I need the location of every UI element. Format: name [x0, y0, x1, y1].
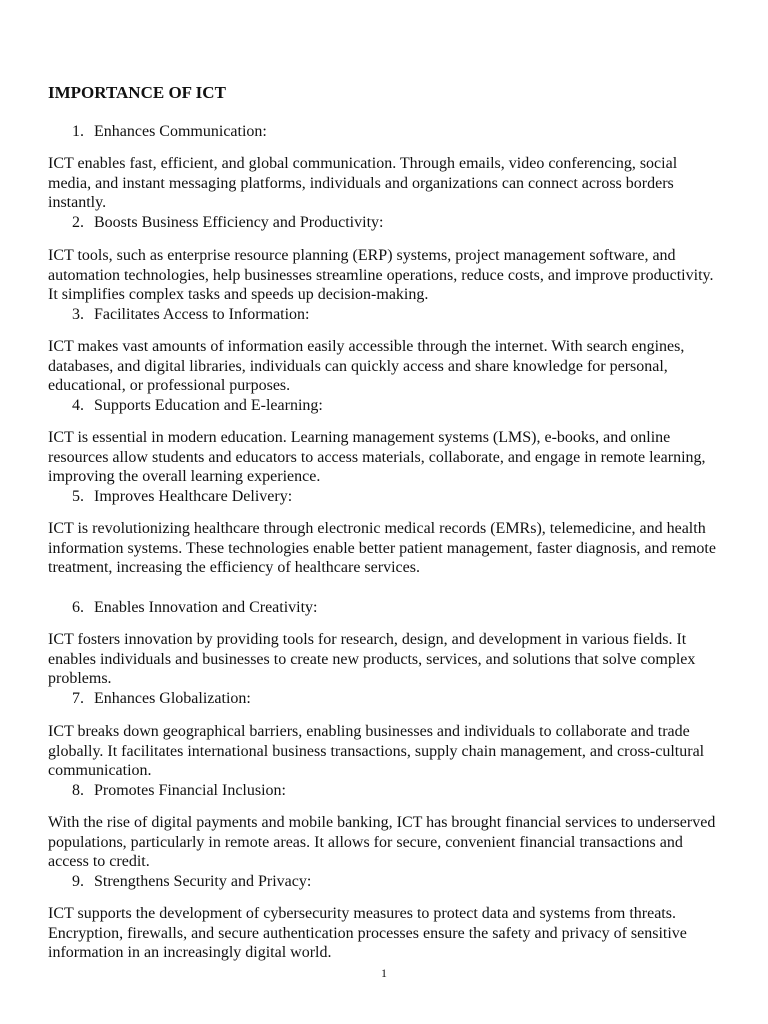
section-heading-text: Boosts Business Efficiency and Productivity: — [94, 214, 384, 231]
section-number: 4. — [72, 397, 84, 414]
section-number: 8. — [72, 782, 84, 799]
section-number: 3. — [72, 306, 84, 323]
section-paragraph-5: ICT is revolutionizing healthcare through electronic medical records (EMRs), telemedicine, and health information systems. These technologies enable better patient management, faster diagnosis, and remote treatment, increasing the efficiency of healthcare services. — [48, 520, 716, 576]
section-paragraph-6: ICT fosters innovation by providing tools for research, design, and development in various fields. It enables individuals and businesses to create new products, services, and solutions that solve complex problems. — [48, 631, 696, 687]
section-number: 2. — [72, 214, 84, 231]
section-heading-text: Enhances Globalization: — [94, 690, 251, 707]
page-number: 1 — [381, 966, 387, 980]
section-heading-1 — [72, 122, 267, 142]
section-paragraph-3: ICT makes vast amounts of information easily accessible through the internet. With search engines, databases, and digital libraries, individuals can quickly access and share knowledge for personal, educational, or professional purposes. — [48, 338, 685, 394]
section-paragraph-9: ICT supports the development of cybersecurity measures to protect data and systems from threats. Encryption, firewalls, and secure authentication processes ensure the safety and privacy of sensitive information in an increasingly digital world. — [48, 905, 687, 961]
section-heading-6 — [72, 598, 318, 618]
section-number: 7. — [72, 690, 84, 707]
section-heading-3 — [72, 305, 310, 325]
section-heading-text: Enables Innovation and Creativity: — [94, 599, 318, 616]
section-paragraph-4: ICT is essential in modern education. Learning management systems (LMS), e-books, and online resources allow students and educators to access materials, collaborate, and engage in remote learning, improving the overall learning experience. — [48, 429, 706, 485]
section-paragraph-7: ICT breaks down geographical barriers, enabling businesses and individuals to collaborate and trade globally. It facilitates international business transactions, supply chain management, and cross-cultural communication. — [48, 723, 705, 779]
section-heading-text: Supports Education and E-learning: — [94, 397, 323, 414]
section-number: 6. — [72, 599, 84, 616]
page-title: IMPORTANCE OF ICT — [48, 83, 226, 102]
section-heading-text: Strengthens Security and Privacy: — [94, 873, 312, 890]
section-heading-text: Enhances Communication: — [94, 123, 267, 140]
section-heading-9 — [72, 872, 311, 892]
section-number: 5. — [72, 488, 84, 505]
section-heading-4 — [72, 396, 323, 416]
section-number: 1. — [72, 123, 84, 140]
section-heading-text: Promotes Financial Inclusion: — [94, 782, 286, 799]
section-heading-2 — [72, 213, 383, 233]
section-number: 9. — [72, 873, 84, 890]
section-heading-text: Improves Healthcare Delivery: — [94, 488, 293, 505]
section-paragraph-2: ICT tools, such as enterprise resource planning (ERP) systems, project management software, and automation technologies, help businesses streamline operations, reduce costs, and improve productivity. It simplifies complex tasks and speeds up decision-making. — [48, 247, 714, 303]
section-heading-text: Facilitates Access to Information: — [94, 306, 310, 323]
section-heading-7 — [72, 689, 251, 709]
section-heading-5 — [72, 487, 292, 507]
section-paragraph-1: ICT enables fast, efficient, and global communication. Through emails, video conferencing, social media, and instant messaging platforms, individuals and organizations can connect across borders instantly. — [48, 155, 678, 211]
section-heading-8 — [72, 781, 286, 801]
section-paragraph-8: With the rise of digital payments and mobile banking, ICT has brought financial services to underserved populations, particularly in remote areas. It allows for secure, convenient financial transactions and access to credit. — [48, 814, 716, 870]
